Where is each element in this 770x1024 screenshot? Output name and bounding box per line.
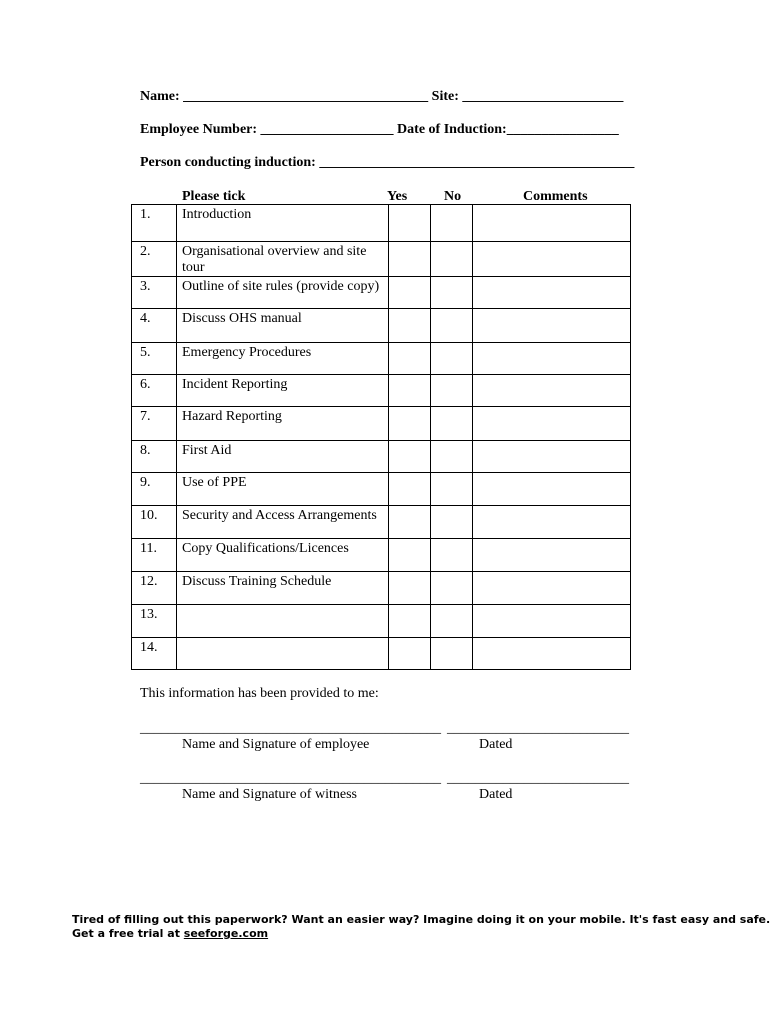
induction-checklist-table — [131, 204, 631, 670]
name-field-row — [140, 89, 623, 105]
comments-cell[interactable] — [473, 407, 631, 441]
row-item: Incident Reporting — [177, 375, 389, 407]
footer-trial-line — [72, 927, 268, 940]
no-cell[interactable] — [431, 605, 473, 638]
row-item: Discuss Training Schedule — [177, 572, 389, 605]
yes-cell[interactable] — [389, 242, 431, 277]
row-number: 11. — [132, 539, 177, 572]
row-item: Introduction — [177, 205, 389, 242]
table-row — [132, 309, 631, 343]
no-cell[interactable] — [431, 572, 473, 605]
comments-cell[interactable] — [473, 375, 631, 407]
yes-cell[interactable] — [389, 407, 431, 441]
table-row — [132, 375, 631, 407]
comments-cell[interactable] — [473, 572, 631, 605]
name-label: Name: — [140, 89, 180, 104]
row-item[interactable] — [177, 638, 389, 670]
row-item: First Aid — [177, 441, 389, 473]
comments-cell[interactable] — [473, 539, 631, 572]
comments-cell[interactable] — [473, 205, 631, 242]
yes-cell[interactable] — [389, 277, 431, 309]
date-of-induction-blank[interactable]: ________________ — [506, 122, 619, 137]
header-please-tick: Please tick — [182, 189, 246, 204]
header-no: No — [444, 189, 462, 204]
row-number: 3. — [132, 277, 177, 309]
row-number: 9. — [132, 473, 177, 506]
footer-trial-prefix: Get a free trial at — [72, 927, 180, 940]
row-number: 14. — [132, 638, 177, 670]
yes-cell[interactable] — [389, 309, 431, 343]
no-cell[interactable] — [431, 343, 473, 375]
no-cell[interactable] — [431, 277, 473, 309]
row-number: 6. — [132, 375, 177, 407]
employee-number-row — [140, 122, 619, 138]
row-number: 7. — [132, 407, 177, 441]
employee-dated-label: Dated — [479, 737, 513, 752]
table-row — [132, 605, 631, 638]
row-number: 8. — [132, 441, 177, 473]
no-cell[interactable] — [431, 407, 473, 441]
table-row — [132, 277, 631, 309]
yes-cell[interactable] — [389, 441, 431, 473]
no-cell[interactable] — [431, 473, 473, 506]
employee-signature-line[interactable]: ___________________________________________ — [140, 721, 441, 736]
table-row — [132, 343, 631, 375]
comments-cell[interactable] — [473, 638, 631, 670]
no-cell[interactable] — [431, 309, 473, 343]
comments-cell[interactable] — [473, 473, 631, 506]
no-cell[interactable] — [431, 242, 473, 277]
row-number: 4. — [132, 309, 177, 343]
table-row — [132, 441, 631, 473]
site-label: Site: — [431, 89, 459, 104]
no-cell[interactable] — [431, 205, 473, 242]
acknowledgement-text: This information has been provided to me: — [140, 686, 379, 701]
row-number: 10. — [132, 506, 177, 539]
site-blank[interactable]: _______________________ — [462, 89, 624, 104]
comments-cell[interactable] — [473, 343, 631, 375]
table-row — [132, 473, 631, 506]
row-number: 13. — [132, 605, 177, 638]
row-item: Use of PPE — [177, 473, 389, 506]
employee-number-blank[interactable]: ___________________ — [260, 122, 394, 137]
yes-cell[interactable] — [389, 205, 431, 242]
name-blank[interactable]: ___________________________________ — [183, 89, 429, 104]
comments-cell[interactable] — [473, 309, 631, 343]
person-conducting-label: Person conducting induction: — [140, 155, 316, 170]
date-of-induction-label: Date of Induction: — [397, 122, 507, 137]
row-item[interactable] — [177, 605, 389, 638]
employee-number-label: Employee Number: — [140, 122, 258, 137]
header-yes: Yes — [387, 189, 408, 204]
yes-cell[interactable] — [389, 605, 431, 638]
witness-signature-label: Name and Signature of witness — [182, 787, 357, 802]
row-number: 1. — [132, 205, 177, 242]
comments-cell[interactable] — [473, 277, 631, 309]
footer-promo-line: Tired of filling out this paperwork? Want an easier way? Imagine doing it on your mobile. It's fast easy and safe. — [72, 913, 770, 926]
row-number: 2. — [132, 242, 177, 277]
table-row — [132, 407, 631, 441]
employee-signature-label: Name and Signature of employee — [182, 737, 370, 752]
person-conducting-blank[interactable]: _____________________________________________ — [319, 155, 635, 170]
yes-cell[interactable] — [389, 506, 431, 539]
no-cell[interactable] — [431, 375, 473, 407]
row-item: Copy Qualifications/Licences — [177, 539, 389, 572]
table-row — [132, 572, 631, 605]
comments-cell[interactable] — [473, 605, 631, 638]
comments-cell[interactable] — [473, 506, 631, 539]
no-cell[interactable] — [431, 506, 473, 539]
table-row — [132, 242, 631, 277]
row-item: Outline of site rules (provide copy) — [177, 277, 389, 309]
row-number: 5. — [132, 343, 177, 375]
row-item: Organisational overview and site tour — [177, 242, 389, 277]
comments-cell[interactable] — [473, 441, 631, 473]
no-cell[interactable] — [431, 638, 473, 670]
witness-signature-line[interactable]: ___________________________________________ — [140, 771, 441, 786]
row-number: 12. — [132, 572, 177, 605]
table-row — [132, 205, 631, 242]
header-comments: Comments — [523, 189, 588, 204]
seeforge-link[interactable]: seeforge.com — [183, 927, 269, 940]
yes-cell[interactable] — [389, 572, 431, 605]
yes-cell[interactable] — [389, 343, 431, 375]
yes-cell[interactable] — [389, 375, 431, 407]
employee-date-line[interactable]: __________________________ — [447, 721, 629, 736]
row-item: Discuss OHS manual — [177, 309, 389, 343]
row-item: Security and Access Arrangements — [177, 506, 389, 539]
row-item: Emergency Procedures — [177, 343, 389, 375]
comments-cell[interactable] — [473, 242, 631, 277]
yes-cell[interactable] — [389, 638, 431, 670]
table-row — [132, 506, 631, 539]
yes-cell[interactable] — [389, 539, 431, 572]
no-cell[interactable] — [431, 539, 473, 572]
row-item: Hazard Reporting — [177, 407, 389, 441]
yes-cell[interactable] — [389, 473, 431, 506]
table-row — [132, 638, 631, 670]
no-cell[interactable] — [431, 441, 473, 473]
table-row — [132, 539, 631, 572]
witness-dated-label: Dated — [479, 787, 513, 802]
witness-date-line[interactable]: __________________________ — [447, 771, 629, 786]
person-conducting-row — [140, 155, 634, 171]
